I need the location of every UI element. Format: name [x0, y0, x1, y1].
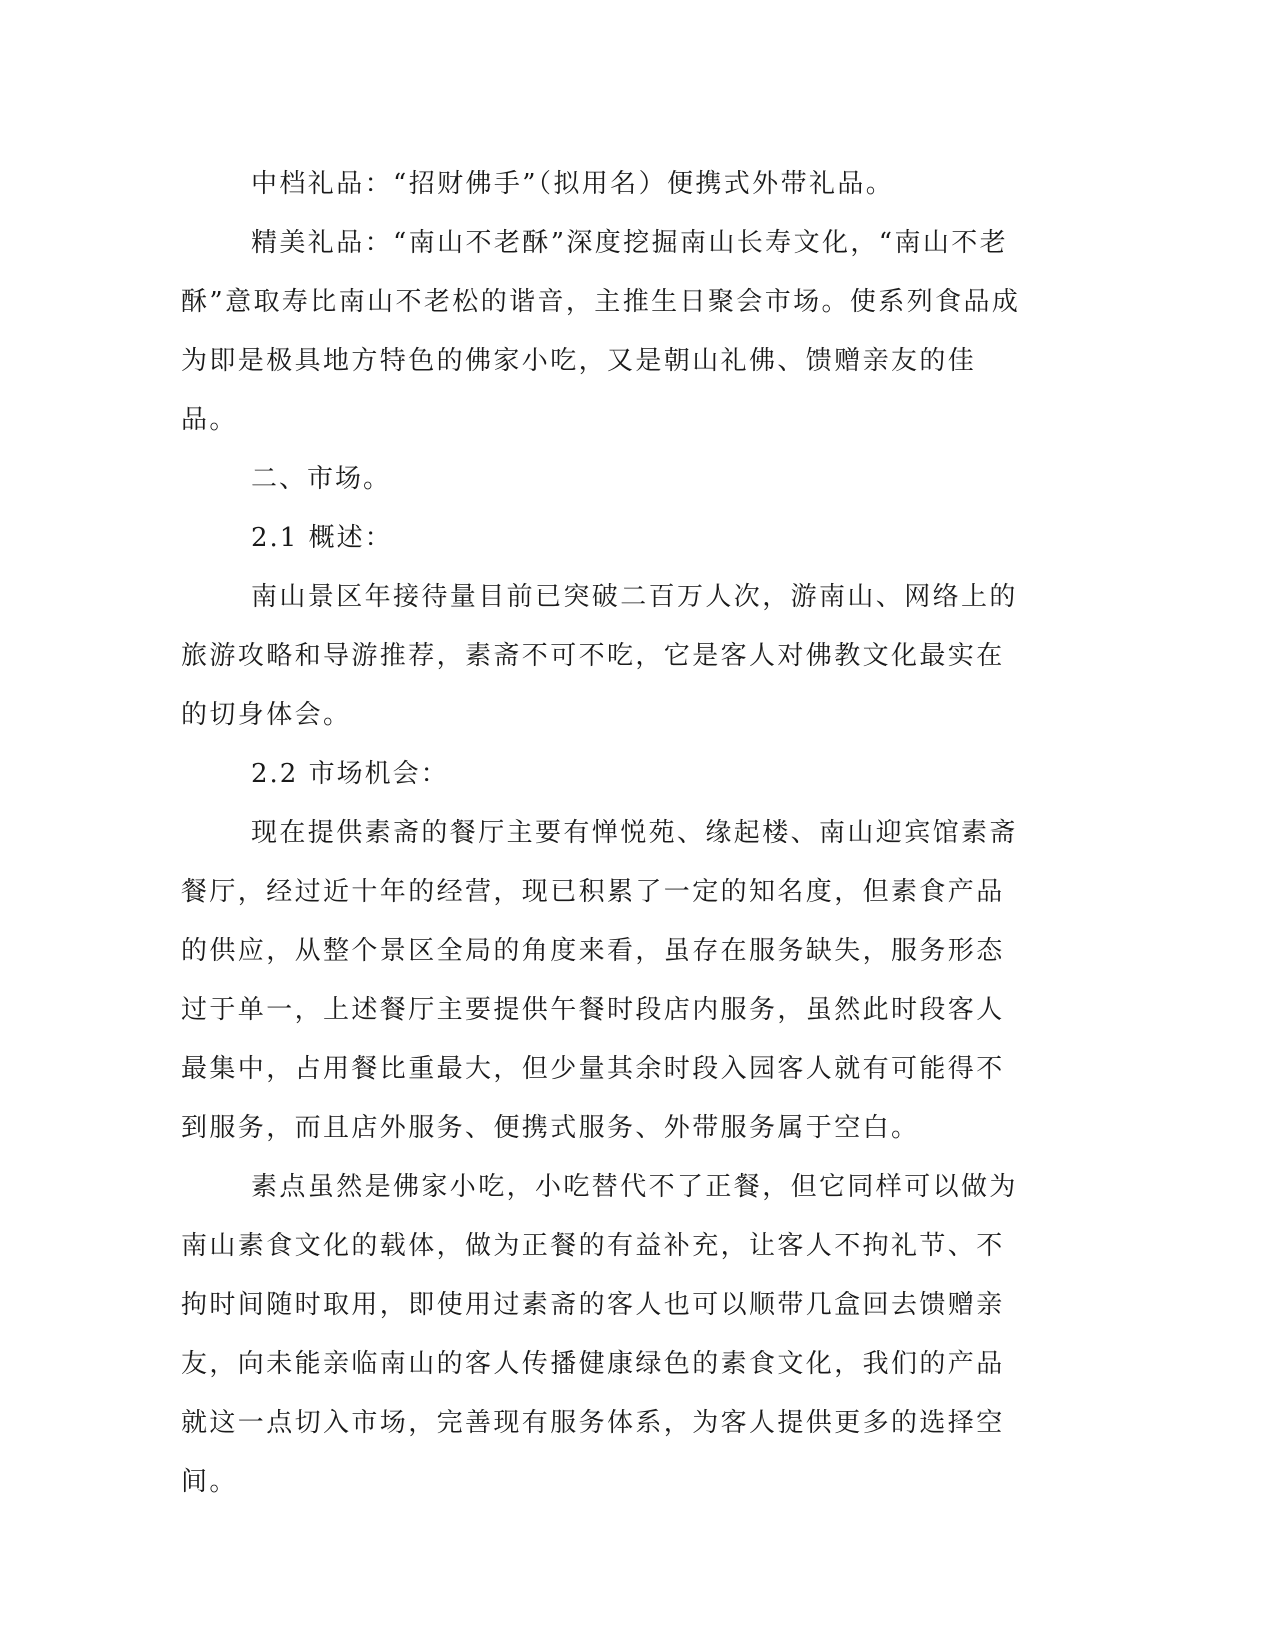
subsection-heading-market-opportunity: 2.2 市场机会：	[251, 759, 449, 789]
paragraph-premium-gift: 精美礼品：“南山不老酥”深度挖掘南山长寿文化，“南山不老酥”意取寿比南山不老松的谐音，主推生日聚会市场。使系列食品成为即是极具地方特色的佛家小吃，又是朝山礼佛、馈赠亲友的佳品。	[181, 228, 1021, 435]
paragraph-mid-range-gift: 中档礼品：“招财佛手”（拟用名）便携式外带礼品。	[251, 169, 895, 199]
subsection-heading-overview: 2.1 概述：	[251, 523, 393, 553]
document-body	[181, 155, 1031, 1512]
paragraph-vegetarian-snacks: 素点虽然是佛家小吃，小吃替代不了正餐，但它同样可以做为南山素食文化的载体，做为正餐的有益补充，让客人不拘礼节、不拘时间随时取用，即使用过素斋的客人也可以顺带几盒回去馈赠亲友，向未能亲临南山的客人传播健康绿色的素食文化，我们的产品就这一点切入市场，完善现有服务体系，为客人提供更多的选择空间。	[181, 1172, 1018, 1497]
paragraph-market-opportunity: 现在提供素斋的餐厅主要有惮悦苑、缘起楼、南山迎宾馆素斋餐厅，经过近十年的经营，现已积累了一定的知名度，但素食产品的供应，从整个景区全局的角度来看，虽存在服务缺失，服务形态过于单一，上述餐厅主要提供午餐时段店内服务，虽然此时段客人最集中，占用餐比重最大，但少量其余时段入园客人就有可能得不到服务，而且店外服务、便携式服务、外带服务属于空白。	[181, 818, 1018, 1143]
section-heading-market: 二、市场。	[251, 464, 392, 494]
paragraph-overview: 南山景区年接待量目前已突破二百万人次，游南山、网络上的旅游攻略和导游推荐，素斋不可不吃，它是客人对佛教文化最实在的切身体会。	[181, 582, 1018, 730]
